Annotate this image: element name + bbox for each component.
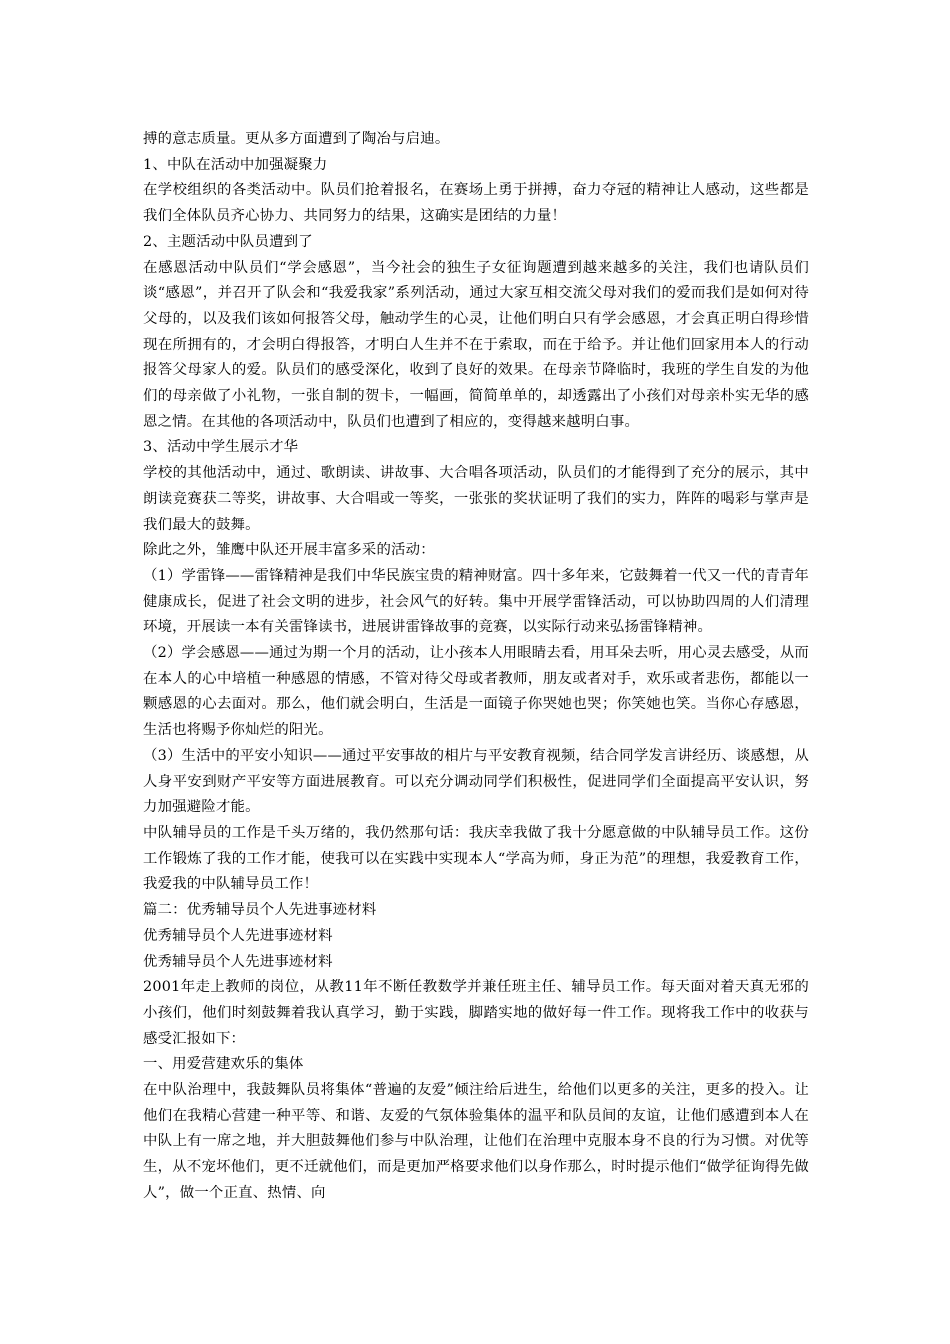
article-subtitle: 优秀辅导员个人先进事迹材料: [143, 953, 333, 970]
text-paragraph: 在中队治理中，我鼓舞队员将集体“普遍的友爱”倾注给后进生，给他们以更多的关注，更多的投入。让他们在我精心营建一种平等、和谐、友爱的气氛体验集体的温平和队员间的友谊，让他们感遭到本人在中队上有一席之地，并大胆鼓舞他们参与中队治理，让他们在治理中克服本身不良的行为习惯。对优等生，从不宠坏他们，更不迁就他们，而是更加严格要求他们以身作那么，时时提示他们“做学征询得先做人”，做一个正直、热情、向: [143, 1082, 809, 1201]
article-subtitle: 优秀辅导员个人先进事迹材料: [143, 927, 333, 944]
text-paragraph: 除此之外，雏鹰中队还开展丰富多采的活动：: [143, 542, 435, 559]
list-item: （2）学会感恩——通过为期一个月的活动，让小孩本人用眼睛去看，用耳朵去听，用心灵去感受，从而在本人的心中培植一种感恩的情感，不管对待父母或者教师，朋友或者对手，欢乐或者悲伤，都能以一颗感恩的心去面对。那么，他们就会明白，生活是一面镜子你哭她也哭；你笑她也笑。当你心存感恩，生活也将赐予你灿烂的阳光。: [143, 645, 809, 739]
section-heading: 3、活动中学生展示才华: [143, 439, 299, 456]
text-paragraph: 学校的其他活动中，通过、歌朗读、讲故事、大合唱各项活动，队员们的才能得到了充分的展示，其中朗读竞赛获二等奖，讲故事、大合唱或一等奖，一张张的奖状证明了我们的实力，阵阵的喝彩与掌声是我们最大的鼓舞。: [143, 465, 809, 533]
section-heading: 1、中队在活动中加强凝聚力: [143, 156, 328, 173]
list-item: （1）学雷锋——雷锋精神是我们中华民族宝贵的精神财富。四十多年来，它鼓舞着一代又一代的青青年健康成长，促进了社会文明的进步，社会风气的好转。集中开展学雷锋活动，可以协助四周的人们清理环境，开展读一本有关雷锋读书，进展讲雷锋故事的竞赛，以实际行动来弘扬雷锋精神。: [143, 567, 809, 636]
text-paragraph: 2001年走上教师的岗位，从教11年不断任教数学并兼任班主任、辅导员工作。每天面对着天真无邪的小孩们，他们时刻鼓舞着我认真学习，勤于实践，脚踏实地的做好每一件工作。现将我工作中的收获与感受汇报如下：: [143, 979, 809, 1047]
list-item: （3）生活中的平安小知识——通过平安事故的相片与平安教育视频，结合同学发言讲经历、谈感想，从人身平安到财产平安等方面进展教育。可以充分调动同学们积极性，促进同学们全面提高平安认识，努力加强避险才能。: [143, 747, 809, 816]
text-paragraph: 搏的意志质量。更从多方面遭到了陶冶与启迪。: [143, 131, 450, 147]
text-paragraph: 在感恩活动中队员们“学会感恩”，当今社会的独生子女征询题遭到越来越多的关注，我们也请队员们谈“感恩”，并召开了队会和“我爱我家”系列活动，通过大家互相交流父母对我们的爱而我们是如何对待父母的，以及我们该如何报答父母，触动学生的心灵，让他们明白只有学会感恩，才会真正明白得珍惜现在所拥有的，才会明白得报答，才明白人生并不在于索取，而在于给予。并让他们回家用本人的行动报答父母家人的爱。队员们的感受深化，收到了良好的效果。在母亲节降临时，我班的学生自发的为他们的母亲做了小礼物，一张自制的贺卡，一幅画，简简单单的，却透露出了小孩们对母亲朴实无华的感恩之情。在其他的各项活动中，队员们也遭到了相应的，变得越来越明白事。: [143, 259, 809, 430]
article-title: 篇二：优秀辅导员个人先进事迹材料: [143, 902, 377, 919]
section-heading: 2、主题活动中队员遭到了: [143, 233, 313, 250]
text-paragraph: 中队辅导员的工作是千头万绪的，我仍然那句话：我庆幸我做了我十分愿意做的中队辅导员工作。这份工作锻炼了我的工作才能，使我可以在实践中实现本人“学高为师，身正为范”的理想，我爱教育工作，我爱我的中队辅导员工作！: [143, 824, 809, 893]
section-heading: 一、用爱营建欢乐的集体: [143, 1056, 304, 1073]
text-paragraph: 在学校组织的各类活动中。队员们抢着报名，在赛场上勇于拼搏，奋力夺冠的精神让人感动，这些都是我们全体队员齐心协力、共同努力的结果，这确实是团结的力量！: [143, 182, 809, 225]
document-page: [143, 127, 809, 1207]
